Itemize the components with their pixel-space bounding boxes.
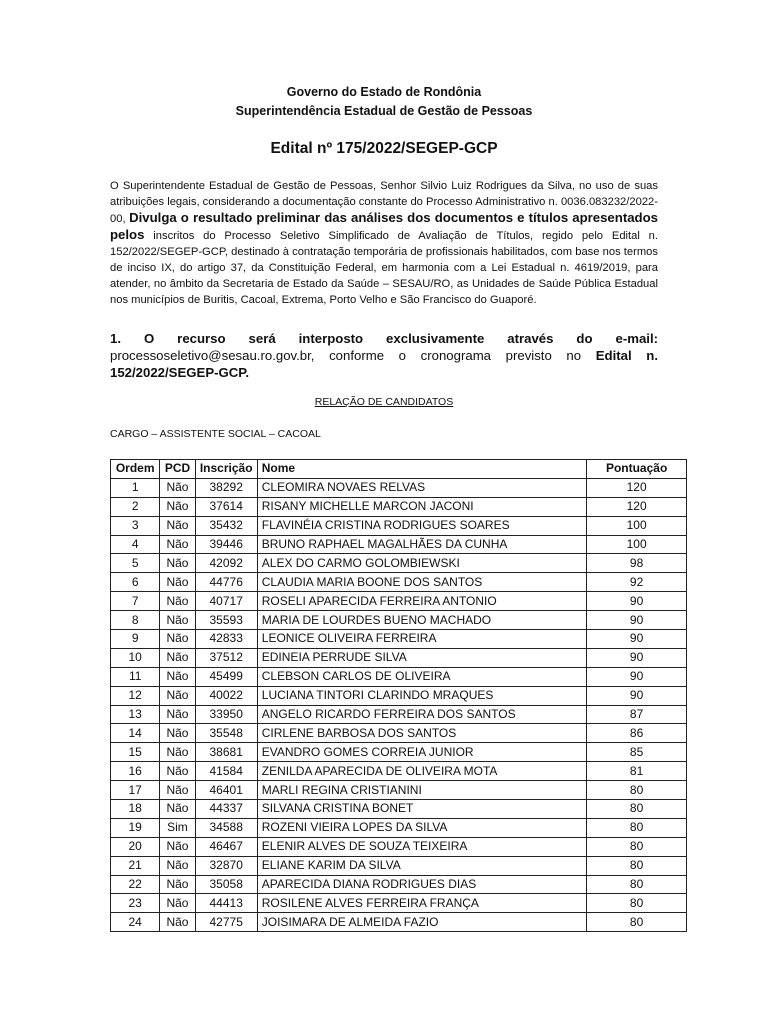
government-heading: Governo do Estado de Rondônia: [286, 85, 482, 99]
cell-pcd: Não: [160, 648, 195, 667]
cell-pcd: Não: [160, 800, 195, 819]
cell-ordem: 22: [111, 875, 160, 894]
table-row: [111, 497, 687, 516]
cell-nome: JOISIMARA DE ALMEIDA FAZIO: [257, 913, 586, 932]
cell-nome: CLAUDIA MARIA BOONE DOS SANTOS: [257, 573, 586, 592]
cell-nome: SILVANA CRISTINA BONET: [257, 800, 586, 819]
cell-pcd: Não: [160, 686, 195, 705]
cell-pontuacao: 98: [587, 554, 687, 573]
table-row: [111, 800, 687, 819]
table-row: [111, 686, 687, 705]
cell-ordem: 3: [111, 516, 160, 535]
cell-inscricao: 41584: [195, 762, 257, 781]
cell-ordem: 19: [111, 818, 160, 837]
cell-nome: ROZENI VIEIRA LOPES DA SILVA: [257, 818, 586, 837]
cell-pontuacao: 85: [587, 743, 687, 762]
cell-pontuacao: 80: [587, 781, 687, 800]
cell-nome: ELENIR ALVES DE SOUZA TEIXEIRA: [257, 837, 586, 856]
cell-nome: APARECIDA DIANA RODRIGUES DIAS: [257, 875, 586, 894]
cell-pontuacao: 81: [587, 762, 687, 781]
cell-nome: RISANY MICHELLE MARCON JACONI: [257, 497, 586, 516]
cell-inscricao: 42775: [195, 913, 257, 932]
intro-part-1: O Superintendente Estadual de Gestão de Pessoas, Senhor Silvio Luiz Rodrigues da Silva, no uso de suas atribuições legais, considerando a documentação constante do Processo Administrativo n. 0036.083232/2022-00,: [110, 180, 658, 225]
cell-pcd: Não: [160, 856, 195, 875]
cargo-label: CARGO – ASSISTENTE SOCIAL – CACOAL: [110, 428, 321, 440]
cell-nome: BRUNO RAPHAEL MAGALHÃES DA CUNHA: [257, 535, 586, 554]
cell-pontuacao: 100: [587, 535, 687, 554]
cell-inscricao: 46467: [195, 837, 257, 856]
cell-pontuacao: 90: [587, 648, 687, 667]
cell-pontuacao: 90: [587, 686, 687, 705]
header-nome: Nome: [257, 460, 586, 479]
recurso-paragraph: [110, 330, 658, 381]
cell-pontuacao: 100: [587, 516, 687, 535]
cell-pontuacao: 90: [587, 630, 687, 649]
intro-highlight: Divulga o resultado preliminar das análises dos documentos e títulos apresentados pelos: [110, 210, 658, 242]
cell-ordem: 15: [111, 743, 160, 762]
cell-pcd: Não: [160, 705, 195, 724]
cell-pontuacao: 80: [587, 856, 687, 875]
recurso-line-2: processoseletivo@sesau.ro.gov.br, conforme o cronograma previsto no: [110, 348, 582, 363]
cell-nome: LUCIANA TINTORI CLARINDO MRAQUES: [257, 686, 586, 705]
recurso-line-1: 1. O recurso será interposto exclusivamente através do e-mail:: [110, 331, 658, 346]
table-row: [111, 781, 687, 800]
cell-inscricao: 37614: [195, 497, 257, 516]
cell-pcd: Não: [160, 781, 195, 800]
cell-ordem: 13: [111, 705, 160, 724]
cell-pcd: Não: [160, 913, 195, 932]
table-row: [111, 724, 687, 743]
recurso-edital-ref: Edital n. 152/2022/SEGEP-GCP.: [110, 348, 658, 380]
table-header-row: [111, 460, 687, 479]
cell-ordem: 6: [111, 573, 160, 592]
cell-inscricao: 40717: [195, 592, 257, 611]
cell-inscricao: 45499: [195, 667, 257, 686]
cell-nome: ROSELI APARECIDA FERREIRA ANTONIO: [257, 592, 586, 611]
header-pontuacao: Pontuação: [587, 460, 687, 479]
cell-inscricao: 38292: [195, 478, 257, 497]
table-row: [111, 743, 687, 762]
cell-nome: MARLI REGINA CRISTIANINI: [257, 781, 586, 800]
cell-inscricao: 44413: [195, 894, 257, 913]
header-pcd: PCD: [160, 460, 195, 479]
cell-inscricao: 44776: [195, 573, 257, 592]
cell-ordem: 23: [111, 894, 160, 913]
cell-ordem: 14: [111, 724, 160, 743]
cell-pontuacao: 90: [587, 611, 687, 630]
cell-pontuacao: 92: [587, 573, 687, 592]
cell-inscricao: 42092: [195, 554, 257, 573]
cell-ordem: 10: [111, 648, 160, 667]
header-ordem: Ordem: [111, 460, 160, 479]
cell-pcd: Não: [160, 554, 195, 573]
table-row: [111, 913, 687, 932]
cell-pontuacao: 80: [587, 818, 687, 837]
table-row: [111, 705, 687, 724]
intro-paragraph: [110, 178, 658, 308]
table-row: [111, 630, 687, 649]
cell-pontuacao: 80: [587, 875, 687, 894]
cell-ordem: 18: [111, 800, 160, 819]
cell-ordem: 9: [111, 630, 160, 649]
cell-ordem: 11: [111, 667, 160, 686]
cell-ordem: 2: [111, 497, 160, 516]
cell-pontuacao: 80: [587, 894, 687, 913]
cell-pcd: Não: [160, 592, 195, 611]
cell-pcd: Não: [160, 724, 195, 743]
cell-nome: CLEOMIRA NOVAES RELVAS: [257, 478, 586, 497]
cell-pontuacao: 80: [587, 800, 687, 819]
cell-inscricao: 37512: [195, 648, 257, 667]
cell-ordem: 4: [111, 535, 160, 554]
candidates-table: [110, 459, 687, 932]
cell-pontuacao: 90: [587, 592, 687, 611]
cell-inscricao: 35593: [195, 611, 257, 630]
cell-pontuacao: 87: [587, 705, 687, 724]
cell-inscricao: 35432: [195, 516, 257, 535]
table-row: [111, 592, 687, 611]
cell-ordem: 24: [111, 913, 160, 932]
cell-pcd: Não: [160, 894, 195, 913]
cell-ordem: 20: [111, 837, 160, 856]
table-body: [111, 478, 687, 931]
cell-pontuacao: 86: [587, 724, 687, 743]
header-inscricao: Inscrição: [195, 460, 257, 479]
cell-pcd: Não: [160, 630, 195, 649]
cell-pcd: Não: [160, 478, 195, 497]
cell-inscricao: 44337: [195, 800, 257, 819]
cell-ordem: 7: [111, 592, 160, 611]
cell-pcd: Não: [160, 875, 195, 894]
cell-inscricao: 42833: [195, 630, 257, 649]
cell-nome: CIRLENE BARBOSA DOS SANTOS: [257, 724, 586, 743]
cell-inscricao: 40022: [195, 686, 257, 705]
cell-pontuacao: 120: [587, 497, 687, 516]
table-row: [111, 648, 687, 667]
cell-ordem: 12: [111, 686, 160, 705]
table-row: [111, 837, 687, 856]
cell-nome: EDINEIA PERRUDE SILVA: [257, 648, 586, 667]
cell-pontuacao: 120: [587, 478, 687, 497]
table-row: [111, 478, 687, 497]
cell-ordem: 21: [111, 856, 160, 875]
cell-inscricao: 38681: [195, 743, 257, 762]
cell-ordem: 1: [111, 478, 160, 497]
cell-pcd: Não: [160, 535, 195, 554]
cell-pcd: Não: [160, 743, 195, 762]
table-row: [111, 535, 687, 554]
table-row: [111, 894, 687, 913]
cell-pcd: Sim: [160, 818, 195, 837]
recurso-line-2-wrap: [110, 347, 658, 381]
intro-part-2: inscritos do Processo Seletivo Simplificado de Avaliação de Títulos, regido pelo Edital n. 152/2022/SEGEP-GCP, destinado à contratação temporária de profissionais habilitados, com base nos termos de inciso IX, do artigo 37, da Constituição Federal, em harmonia com a Lei Estadual n. 4619/2019, para atender, no âmbito da Secretaria de Estado da Saúde – SESAU/RO, as Unidades de Saúde Pública Estadual nos municípios de Buritis, Cacoal, Extrema, Porto Velho e São Francisco do Guaporé.: [110, 230, 658, 306]
cell-inscricao: 35058: [195, 875, 257, 894]
cell-pontuacao: 80: [587, 837, 687, 856]
table-row: [111, 818, 687, 837]
cell-pcd: Não: [160, 497, 195, 516]
table-row: [111, 554, 687, 573]
table-row: [111, 875, 687, 894]
cell-pcd: Não: [160, 611, 195, 630]
cell-ordem: 16: [111, 762, 160, 781]
cell-ordem: 5: [111, 554, 160, 573]
table-row: [111, 611, 687, 630]
cell-nome: ELIANE KARIM DA SILVA: [257, 856, 586, 875]
table-row: [111, 762, 687, 781]
table-row: [111, 856, 687, 875]
cell-nome: ZENILDA APARECIDA DE OLIVEIRA MOTA: [257, 762, 586, 781]
cell-nome: MARIA DE LOURDES BUENO MACHADO: [257, 611, 586, 630]
cell-pcd: Não: [160, 573, 195, 592]
cell-inscricao: 32870: [195, 856, 257, 875]
cell-nome: ROSILENE ALVES FERREIRA FRANÇA: [257, 894, 586, 913]
cell-nome: CLEBSON CARLOS DE OLIVEIRA: [257, 667, 586, 686]
cell-nome: EVANDRO GOMES CORREIA JUNIOR: [257, 743, 586, 762]
cell-inscricao: 33950: [195, 705, 257, 724]
table-row: [111, 516, 687, 535]
cell-pcd: Não: [160, 667, 195, 686]
edital-title: Edital nº 175/2022/SEGEP-GCP: [270, 140, 498, 157]
cell-nome: LEONICE OLIVEIRA FERREIRA: [257, 630, 586, 649]
superintendence-heading: Superintendência Estadual de Gestão de Pessoas: [235, 104, 533, 118]
cell-nome: ANGELO RICARDO FERREIRA DOS SANTOS: [257, 705, 586, 724]
cell-ordem: 17: [111, 781, 160, 800]
cell-pontuacao: 80: [587, 913, 687, 932]
cell-pcd: Não: [160, 516, 195, 535]
relacao-title: RELAÇÃO DE CANDIDATOS: [314, 396, 454, 408]
cell-inscricao: 34588: [195, 818, 257, 837]
cell-nome: FLAVINÉIA CRISTINA RODRIGUES SOARES: [257, 516, 586, 535]
cell-nome: ALEX DO CARMO GOLOMBIEWSKI: [257, 554, 586, 573]
cell-pcd: Não: [160, 837, 195, 856]
cell-inscricao: 35548: [195, 724, 257, 743]
table-row: [111, 573, 687, 592]
cell-pcd: Não: [160, 762, 195, 781]
table-row: [111, 667, 687, 686]
cell-ordem: 8: [111, 611, 160, 630]
cell-inscricao: 39446: [195, 535, 257, 554]
cell-pontuacao: 90: [587, 667, 687, 686]
cell-inscricao: 46401: [195, 781, 257, 800]
